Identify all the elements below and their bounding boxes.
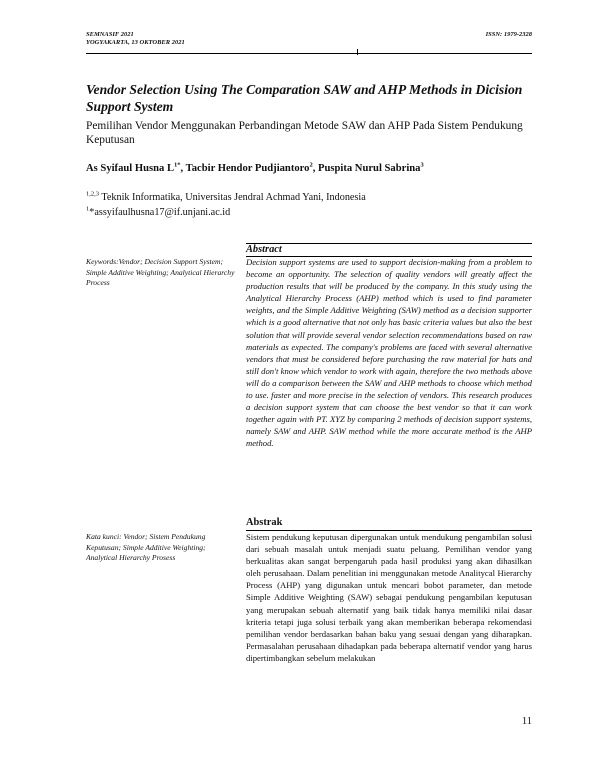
keywords-en: Keywords:Vendor; Decision Support System; Simple Additive Weighting; Analytical Hierarchy Process [86,257,235,288]
abstract-top-rule [246,243,532,244]
author-superscript: 1* [174,161,181,169]
author-name: Tacbir Hendor Pudjiantoro [185,163,310,174]
abstract-heading: Abstract [246,244,282,255]
affiliation-text: Teknik Informatika, Universitas Jendral Achmad Yani, Indonesia [99,192,366,203]
affiliation [86,191,366,205]
keywords-id: Kata kunci: Vendor; Sistem Pendukung Keputusan; Simple Additive Weighting; Analytical Hierarchy Prosess [86,532,206,563]
abstract-en-text: Decision support systems are used to support decision-making from a problem to become an opportunity. The selection of quality vendors will greatly affect the production results that will be produced by the company. In this study using the Analytical Hierarchy Process (AHP) method which is used to find parameter weights, and the Simple Additive Weighting (SAW) method as a decision supporter which is a good alternative that not only has basic criteria values but also the best solution that will provide several vendor selection recommendations based on raw materials as expected. The company's problems are faced with several alternative vendors that must be considered before purchasing the raw material for hats and still don't know which vendor to work with again, therefore the two methods above will do a comparison between the SAW and AHP methods to choose which method to use. faster and more precise in the selection of vendors. This research produces a decision support system that can choose the best vendor so that it can work together again with PT. XYZ by comparing 2 methods of decision support systems, namely SAW and AHP. SAW method while the more accurate method is the AHP method. [246,257,532,449]
paper-title: Vendor Selection Using The Comparation SAW and AHP Methods in Dicision Support System [86,82,523,114]
conference-location-date: YOGYAKARTA, 13 OKTOBER 2021 [86,39,185,46]
abstrak-text: Sistem pendukung keputusan dipergunakan untuk mendukung pengambilan solusi dari sebuah masalah untuk menjadi suatu peluang. Pemilihan vendor yang berkualitas akan sangat berpengaruh pada hasil produksi yang akan dihasilkan oleh perusahaan. Dalam penelitian ini menggunakan metode Analitycal Hierarchy Process (AHP) yang digunakan untuk mencari bobot parameter, dan metode Simple Additive Weighting (SAW) sebagai pendukung pengambilan keputusan yang merupakan sebuah alternatif yang baik tidak hanya memiliki nilai dasar kriteria tetapi juga solusi terbaik yang akan memberikan beberapa rekomendasi pemilihan vendor berdasarkan bahan baku yang sesuai dengan yang diharapkan. Permasalahan perusahaan dihadapkan pada beberapa alternatif vendor yang harus dipertimbangkan sebelum melakukan [246,532,532,663]
email-superscript: 1 [86,205,90,213]
header-divider-tick [357,49,358,55]
author-separator: , [180,163,186,174]
email-text: *assyifaulhusna17@if.unjani.ac.id [89,207,231,218]
author-superscript: 2 [309,161,313,169]
abstrak-heading: Abstrak [246,517,283,528]
page-number: 11 [521,716,532,727]
running-header-left [86,31,185,47]
correspondence-email [86,206,230,220]
author-superscript: 3 [420,161,424,169]
author-name: Puspita Nurul Sabrina [318,163,421,174]
author-separator: , [312,163,319,174]
issn-label: ISSN: 1979-2328 [485,31,532,38]
author-name: As Syifaul Husna L [86,163,175,174]
paper-subtitle: Pemilihan Vendor Menggunakan Perbandingan Metode SAW dan AHP Pada Sistem Pendukung Keputusan [86,120,523,146]
affiliation-superscript: 1,2,3 [86,190,99,198]
author-list [86,162,424,175]
header-divider [86,53,532,54]
conference-name: SEMNASIF 2021 [86,31,134,38]
